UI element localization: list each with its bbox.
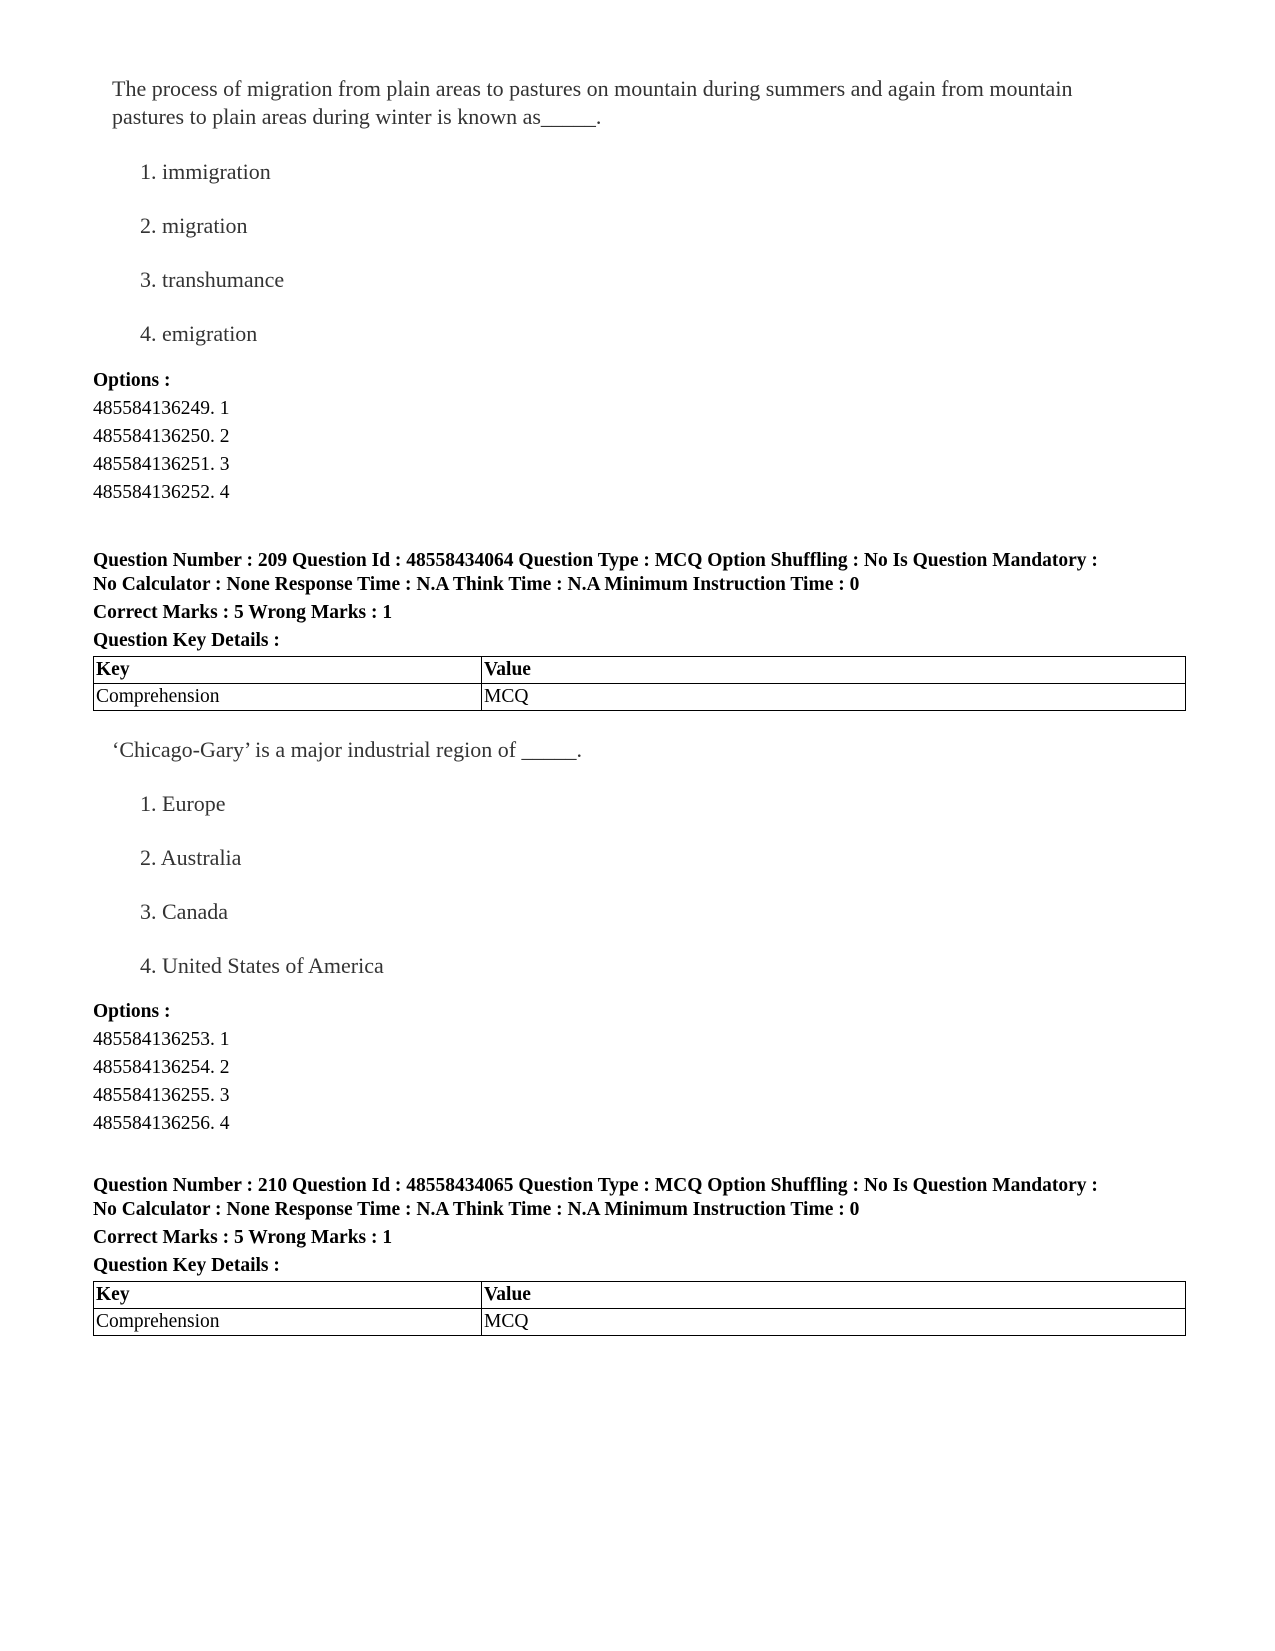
option-id-1: 485584136249. 1 <box>93 398 230 419</box>
option-id-2: 485584136254. 2 <box>93 1057 230 1078</box>
table-row <box>94 1309 1186 1336</box>
marks-line: Correct Marks : 5 Wrong Marks : 1 <box>93 1227 393 1248</box>
choice-3: 3. Canada <box>140 899 228 924</box>
option-id-4: 485584136256. 4 <box>93 1113 230 1134</box>
choice-1: 1. immigration <box>140 159 271 184</box>
key-details-label: Question Key Details : <box>93 630 280 651</box>
question-meta-line-1: Question Number : 210 Question Id : 48558434065 Question Type : MCQ Option Shuffling : No Is Question Mandatory : <box>93 1175 1098 1196</box>
choice-1: 1. Europe <box>140 791 226 816</box>
table-header-value: Value <box>482 657 1186 684</box>
option-id-2: 485584136250. 2 <box>93 426 230 447</box>
table-row <box>94 684 1186 711</box>
table-header-key: Key <box>94 657 482 684</box>
table-cell-value: MCQ <box>482 684 1186 711</box>
key-details-label: Question Key Details : <box>93 1255 280 1276</box>
option-id-3: 485584136255. 3 <box>93 1085 230 1106</box>
option-id-3: 485584136251. 3 <box>93 454 230 475</box>
table-header-value: Value <box>482 1282 1186 1309</box>
choice-4: 4. United States of America <box>140 953 384 978</box>
question-key-table <box>93 656 1186 711</box>
question-key-table <box>93 1281 1186 1336</box>
question-meta-line-2: No Calculator : None Response Time : N.A Think Time : N.A Minimum Instruction Time : 0 <box>93 574 860 595</box>
choice-3: 3. transhumance <box>140 267 285 292</box>
choice-2: 2. Australia <box>140 845 242 870</box>
table-header-row <box>94 1282 1186 1309</box>
question-text-line-1: The process of migration from plain areas to pastures on mountain during summers and again from mountain <box>112 76 1073 101</box>
choice-4: 4. emigration <box>140 321 258 346</box>
table-cell-key: Comprehension <box>94 1309 482 1336</box>
option-id-1: 485584136253. 1 <box>93 1029 230 1050</box>
choice-2: 2. migration <box>140 213 248 238</box>
question-meta-line-1: Question Number : 209 Question Id : 48558434064 Question Type : MCQ Option Shuffling : No Is Question Mandatory : <box>93 550 1098 571</box>
marks-line: Correct Marks : 5 Wrong Marks : 1 <box>93 602 393 623</box>
options-label: Options : <box>93 1001 171 1022</box>
table-header-key: Key <box>94 1282 482 1309</box>
table-cell-key: Comprehension <box>94 684 482 711</box>
question-text-line-2: pastures to plain areas during winter is known as_____. <box>112 104 602 129</box>
table-cell-value: MCQ <box>482 1309 1186 1336</box>
table-header-row <box>94 657 1186 684</box>
question-text: ‘Chicago-Gary’ is a major industrial region of _____. <box>112 737 583 762</box>
option-id-4: 485584136252. 4 <box>93 482 230 503</box>
question-meta-line-2: No Calculator : None Response Time : N.A Think Time : N.A Minimum Instruction Time : 0 <box>93 1199 860 1220</box>
options-label: Options : <box>93 370 171 391</box>
